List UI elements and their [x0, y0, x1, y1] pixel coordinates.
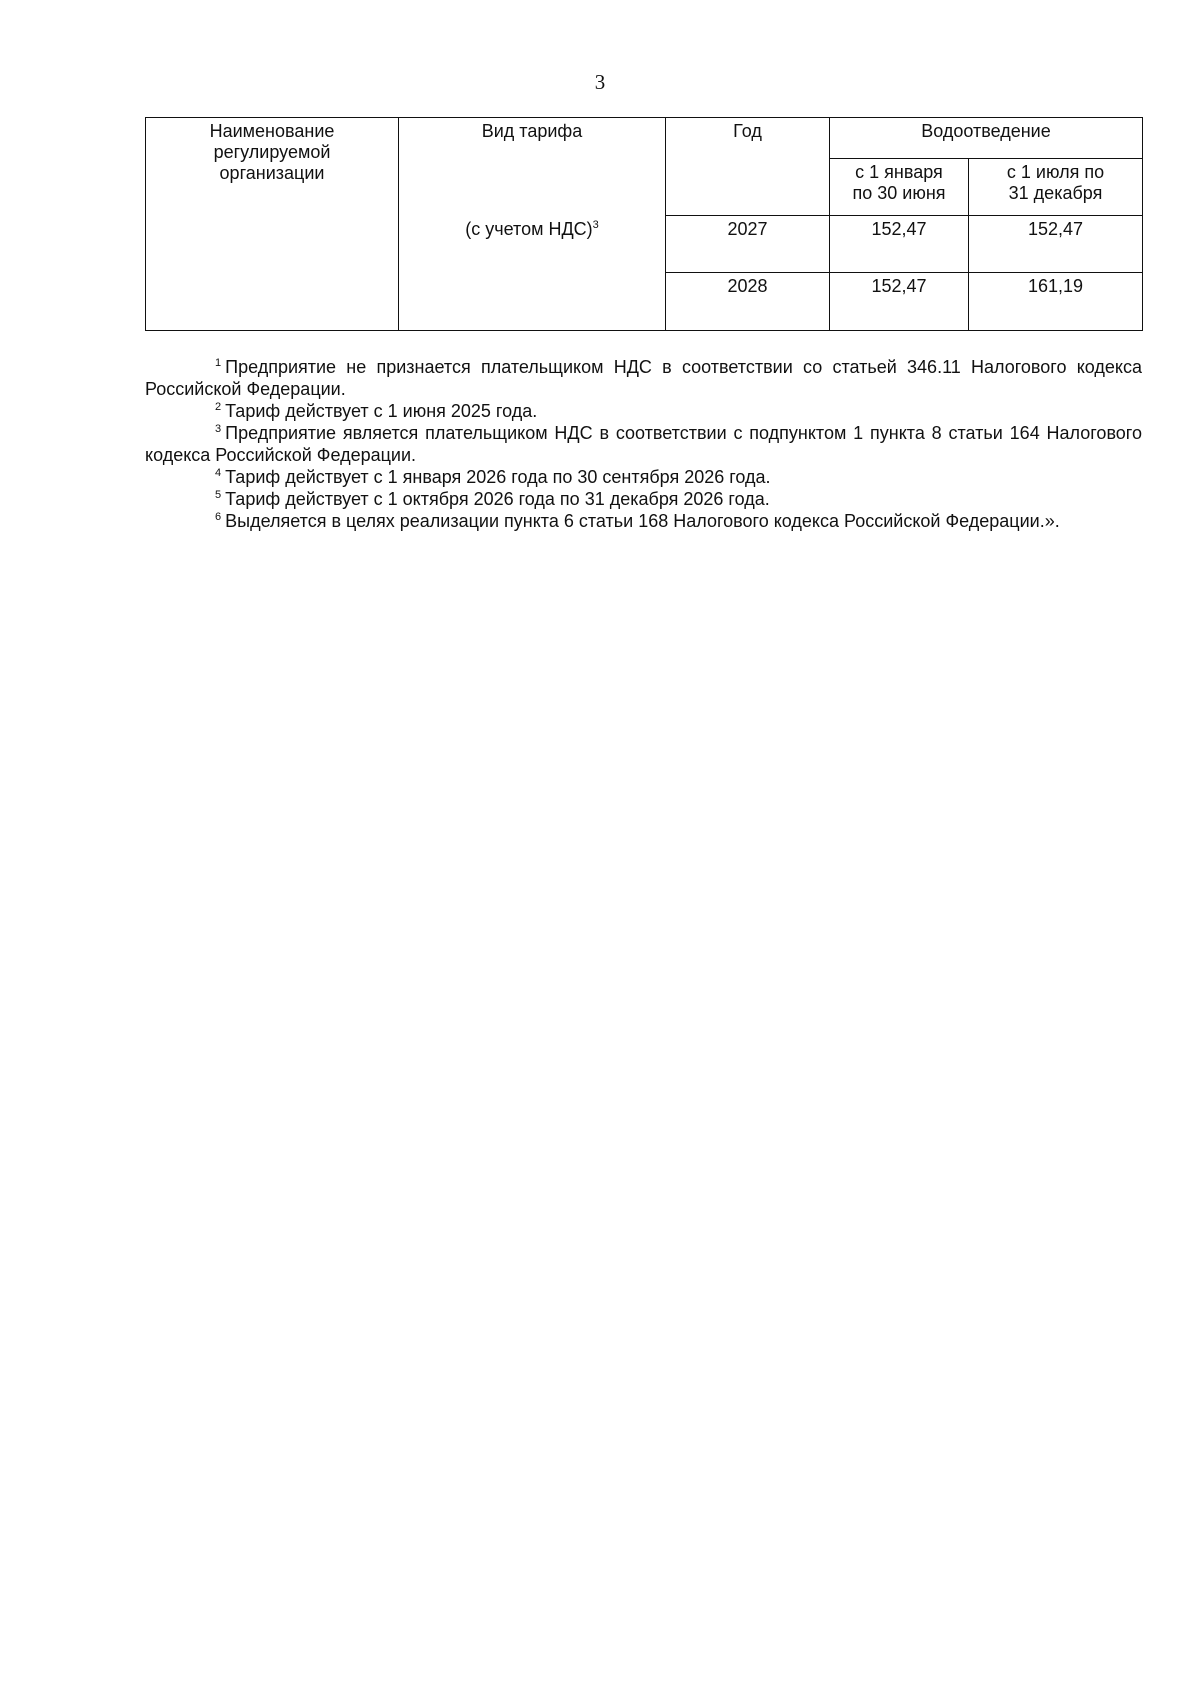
footnotes [145, 356, 1142, 532]
page-number: 3 [594, 70, 606, 94]
cell-year: 2028 [666, 273, 830, 331]
footnote [145, 488, 1142, 510]
header-group-wastewater: Водоотведение [830, 118, 1143, 159]
footnote-mark: 5 [215, 489, 222, 501]
header-period-1-line: по 30 июня [852, 183, 946, 203]
footnote-mark: 6 [215, 511, 222, 523]
header-org-name-line: организации [219, 163, 325, 183]
footnote-text: Тариф действует с 1 января 2026 года по 30 сентября 2026 года. [225, 467, 771, 487]
cell-year: 2027 [666, 216, 830, 273]
footnote-text: Предприятие не признается плательщиком НДС в соответствии со статьей 346.11 Налогового кодекса Российской Федерации. [145, 357, 1142, 399]
spacer [403, 142, 661, 219]
header-tariff-kind [399, 118, 666, 331]
footnote-mark: 4 [215, 467, 222, 479]
footnote-mark: 1 [215, 357, 222, 369]
footnote [145, 422, 1142, 466]
header-period-2 [969, 159, 1143, 216]
footnote [145, 510, 1142, 532]
header-year: Год [666, 118, 830, 216]
tariff-table [145, 117, 1143, 331]
footnote-mark: 3 [215, 423, 222, 435]
tariff-kind-value-text: (с учетом НДС) [465, 219, 593, 239]
footnote-text: Предприятие является плательщиком НДС в соответствии с подпунктом 1 пункта 8 статьи 164 Налогового кодекса Российской Федерации. [145, 423, 1142, 465]
table-header-row [146, 118, 1143, 159]
footnote [145, 466, 1142, 488]
header-period-1 [830, 159, 969, 216]
cell-period-1: 152,47 [830, 216, 969, 273]
footnote [145, 400, 1142, 422]
footnote-text: Тариф действует с 1 октября 2026 года по 31 декабря 2026 года. [225, 489, 770, 509]
cell-period-2: 161,19 [969, 273, 1143, 331]
footnote [145, 356, 1142, 400]
cell-period-1: 152,47 [830, 273, 969, 331]
cell-period-2: 152,47 [969, 216, 1143, 273]
header-org-name-line: Наименование [209, 121, 335, 141]
header-period-1-line: с 1 января [855, 162, 943, 182]
footnote-text: Выделяется в целях реализации пункта 6 статьи 168 Налогового кодекса Российской Федерации.». [225, 511, 1060, 531]
footnote-text: Тариф действует с 1 июня 2025 года. [225, 401, 538, 421]
header-period-2-line: с 1 июля по [1006, 162, 1105, 182]
footnote-mark: 2 [215, 401, 222, 413]
header-tariff-kind-label: Вид тарифа [481, 121, 583, 141]
header-org-name [146, 118, 399, 331]
tariff-kind-footnote-mark: 3 [592, 219, 599, 231]
tariff-kind-value [465, 219, 599, 239]
header-period-2-line: 31 декабря [1008, 183, 1103, 203]
header-org-name-line: регулируемой [213, 142, 331, 162]
